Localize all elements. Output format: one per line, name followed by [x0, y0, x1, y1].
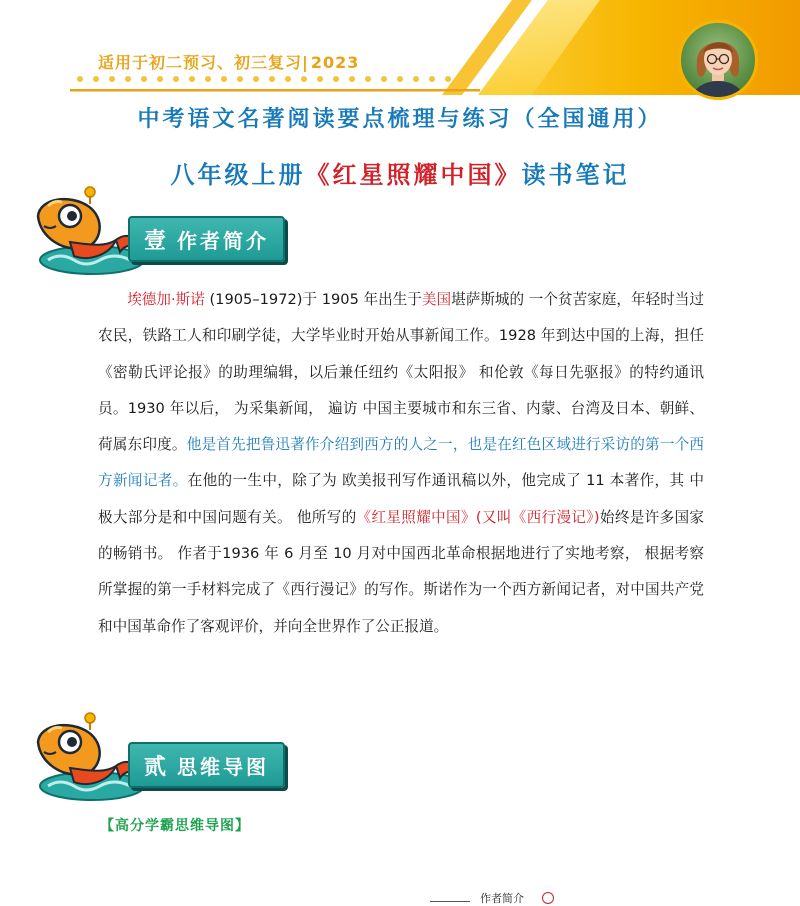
teacher-avatar-icon	[678, 20, 758, 100]
page-header	[0, 0, 800, 100]
author-intro-body	[98, 282, 704, 645]
mindmap-node: 作者简介	[480, 892, 524, 905]
document-subtitle	[0, 155, 800, 190]
author-intro-text-3: 在他的一生中，除了为 欧美报刊写作通讯稿以外，他完成了 11 本著作，其 中极大部分是和中国问题有关。 他所写的	[98, 472, 704, 526]
subtitle-suffix: 读书笔记	[521, 161, 630, 189]
subtitle-book-title: 《红星照耀中国》	[305, 161, 522, 189]
author-country: 美国	[421, 291, 452, 308]
author-intro-text-1: (1905–1972)于 1905 年出生于	[204, 291, 422, 308]
author-intro-text-4: 始终是许多国家的畅销书。 作者于1936 年 6 月至 10 月对中国西北革命根据地进行了实地考察， 根据考察所掌握的第一手材料完成了《西行漫记》的写作。斯诺作为一个西方新闻记者，对中国共产党和中国革命作了客观评价，并向全世界作了公正报道。	[98, 508, 705, 635]
section-mindmap-header	[30, 712, 300, 802]
header-audience-label	[98, 50, 359, 73]
document-title: 中考语文名著阅读要点梳理与练习（全国通用）	[137, 107, 663, 132]
section-title: 思维导图	[177, 754, 270, 779]
section-number: 贰	[144, 754, 170, 780]
mindmap-preview	[430, 892, 610, 904]
header-year: 2023	[310, 53, 360, 72]
mindmap-connector	[430, 901, 470, 902]
author-key-fact: 他是首先把鲁迅著作介绍到西方的人之一，也是在红色区域进行采访的第一个西方新闻记者。	[98, 436, 704, 490]
subtitle-grade: 八年级上册	[170, 161, 306, 189]
section-title-box	[128, 216, 285, 262]
author-intro-text-2: 堪萨斯城的 一个贫苦家庭，年轻时当过农民，铁路工人和印刷学徒，大学毕业时开始从事新闻工作。1928 年到达中国的上海，担任《密勒氏评论报》的助理编辑，以后兼任纽约《太阳报》 和伦敦《每日先驱报》的特约通讯员。1930 年以后， 为采集新闻， 遍访 中国主要城市和东三省、内蒙、台湾及日本、朝鲜、荷属东印度。	[98, 291, 704, 454]
section-title: 作者简介	[177, 228, 270, 253]
section-number: 壹	[144, 228, 170, 254]
author-intro-paragraph	[98, 282, 704, 645]
mindmap-label: 【高分学霸思维导图】	[100, 818, 250, 834]
mindmap-node-marker-icon	[542, 892, 554, 904]
author-works: 《红星照耀中国》(又叫《西行漫记》)	[356, 508, 600, 526]
author-name: 埃德加·斯诺	[127, 291, 205, 308]
section-author-intro-header	[30, 186, 300, 276]
header-audience-text: 适用于初二预习、初三复习|	[98, 53, 309, 72]
section-title-box	[128, 742, 285, 788]
